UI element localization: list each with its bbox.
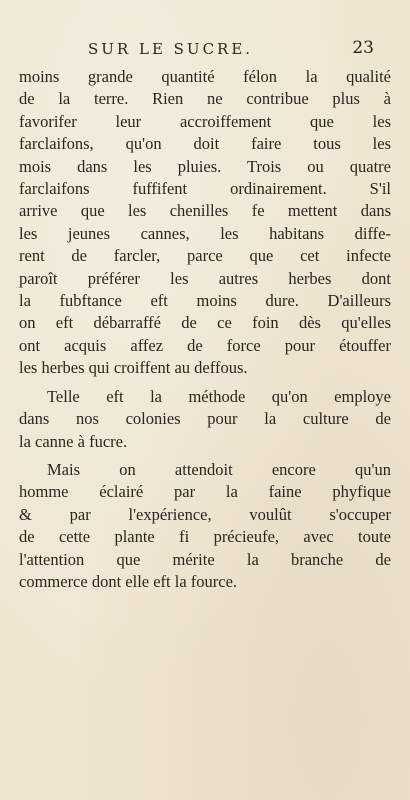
page-number: 23 — [352, 38, 374, 58]
text-line: commerce dont elle eft la fource. — [19, 571, 238, 591]
text-line: paroît préférer les autres herbes dont — [19, 268, 391, 288]
text-line: on eft débarraffé de ce foin dès qu'elles — [19, 313, 391, 333]
text-line: la canne à fucre. — [19, 431, 128, 451]
paragraph-1 — [19, 66, 391, 380]
body-text — [19, 66, 391, 593]
paragraph-3 — [19, 459, 391, 593]
text-line: mois dans les pluies. Trois ou quatre — [19, 156, 391, 176]
text-line: Telle eft la méthode qu'on employe — [47, 386, 391, 406]
text-line: l'attention que mérite la branche de — [19, 549, 391, 569]
text-line: & par l'expérience, voulût s'occuper — [19, 504, 391, 524]
text-line: les herbes qui croiffent au deffous. — [19, 358, 248, 378]
text-line: arrive que les chenilles fe mettent dans — [19, 201, 391, 221]
text-line: les jeunes cannes, les habitans diffe- — [19, 223, 391, 243]
paragraph-2 — [19, 386, 391, 453]
text-line: de la terre. Rien ne contribue plus à — [19, 89, 391, 109]
text-line: farclaifons, qu'on doit faire tous les — [19, 134, 391, 154]
text-line: dans nos colonies pour la culture de — [19, 409, 391, 429]
text-line: la fubftance eft moins dure. D'ailleurs — [19, 291, 391, 311]
text-line: Mais on attendoit encore qu'un — [47, 459, 391, 479]
text-line: de cette plante fi précieufe, avec toute — [19, 527, 391, 547]
text-line: moins grande quantité félon la qualité — [19, 67, 391, 86]
text-line: rent de farcler, parce que cet infecte — [19, 246, 391, 266]
running-title: SUR LE SUCRE. — [88, 40, 254, 58]
text-line: ont acquis affez de force pour étouffer — [19, 335, 391, 355]
text-line: homme éclairé par la faine phyfique — [19, 482, 391, 502]
text-line: farclaifons fuffifent ordinairement. S'il — [19, 179, 391, 199]
text-line: favorifer leur accroiffement que les — [19, 111, 391, 131]
